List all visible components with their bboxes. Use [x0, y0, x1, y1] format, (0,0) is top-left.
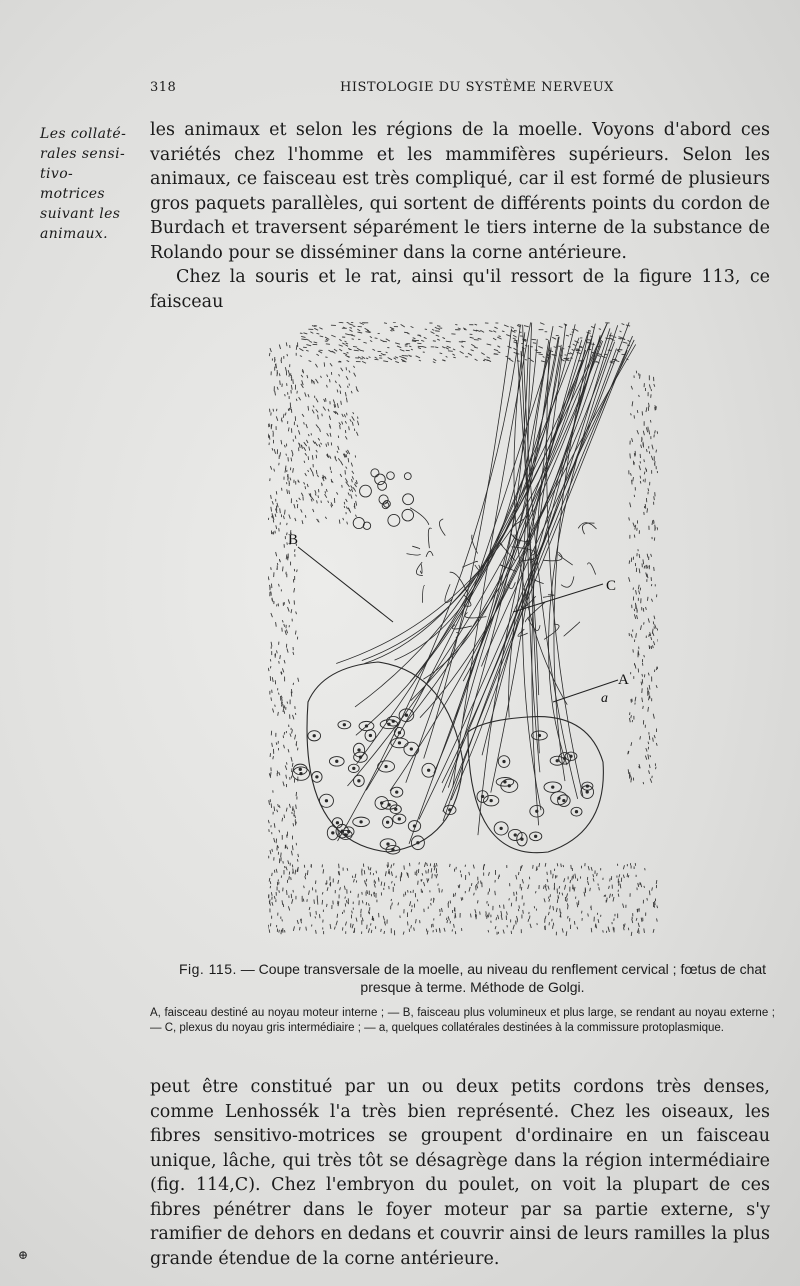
leader-line-a: [553, 680, 618, 702]
caption-text: — Coupe transversale de la moelle, au niveau du renflement cervical ; fœtus de chat presque à terme. Méthode de Golgi.: [236, 961, 767, 995]
histology-figure: [268, 322, 658, 942]
label-b: B: [288, 532, 299, 548]
leader-line-b: [298, 547, 393, 622]
body-text-top: [150, 118, 770, 314]
corner-mark-icon: ⊕: [18, 1248, 29, 1262]
figure-legend: A, faisceau destiné au noyau moteur interne ; — B, faisceau plus volumineux et plus large, se rendant au noyau externe ; — C, plexus du noyau gris intermédiaire ; — a, quelques collatérales destinées à la commissure protoplasmique.: [150, 1007, 775, 1034]
paragraph: Chez la souris et le rat, ainsi qu'il ressort de la figure 113, ce faisceau: [150, 267, 770, 312]
body-text-bottom: [150, 1075, 770, 1271]
margin-note-line: rales sensi-: [40, 146, 126, 162]
running-head: [150, 80, 770, 100]
label-c: C: [606, 578, 617, 594]
paragraph: peut être constitué par un ou deux petits cordons très denses, comme Lenhossék l'a très bien représenté. Chez les oiseaux, les fibres sensitivo-motrices se groupent d'ordinaire en un faisceau unique, lâche, qui très tôt se désagrège dans la région intermédiaire (fig. 114,C). Chez l'embryon du poulet, on voit la plupart de ces fibres pénétrer dans le foyer moteur par sa partie externe, s'y ramifier de dehors en dedans et couvrir ainsi de leurs ramilles la plus grande étendue de la corne antérieure.: [150, 1077, 770, 1269]
margin-note-line: tivo-motrices: [40, 166, 106, 202]
margin-note: [40, 124, 135, 244]
figure-number: Fig. 115.: [178, 961, 237, 977]
label-a-lower: a: [601, 691, 608, 706]
running-title: HISTOLOGIE DU SYSTÈME NERVEUX: [340, 80, 614, 95]
paragraph: les animaux et selon les régions de la moelle. Voyons d'abord ces variétés chez l'homme et les mammifères supérieurs. Selon les animaux, ce faisceau est très compliqué, car il est formé de plusieurs gros paquets parallèles, qui sortent de différents points du cordon de Burdach et traversent séparément le tiers interne de la substance de Rolando pour se disséminer dans la corne antérieure.: [150, 120, 770, 263]
label-a-upper: A: [618, 672, 629, 688]
margin-note-line: suivant les: [40, 206, 121, 222]
spinal-cord-drawing: [268, 322, 658, 942]
margin-note-line: Les collaté-: [40, 126, 127, 142]
page-number: 318: [150, 80, 177, 95]
figure-caption: [175, 960, 770, 996]
margin-note-line: animaux.: [40, 226, 109, 242]
